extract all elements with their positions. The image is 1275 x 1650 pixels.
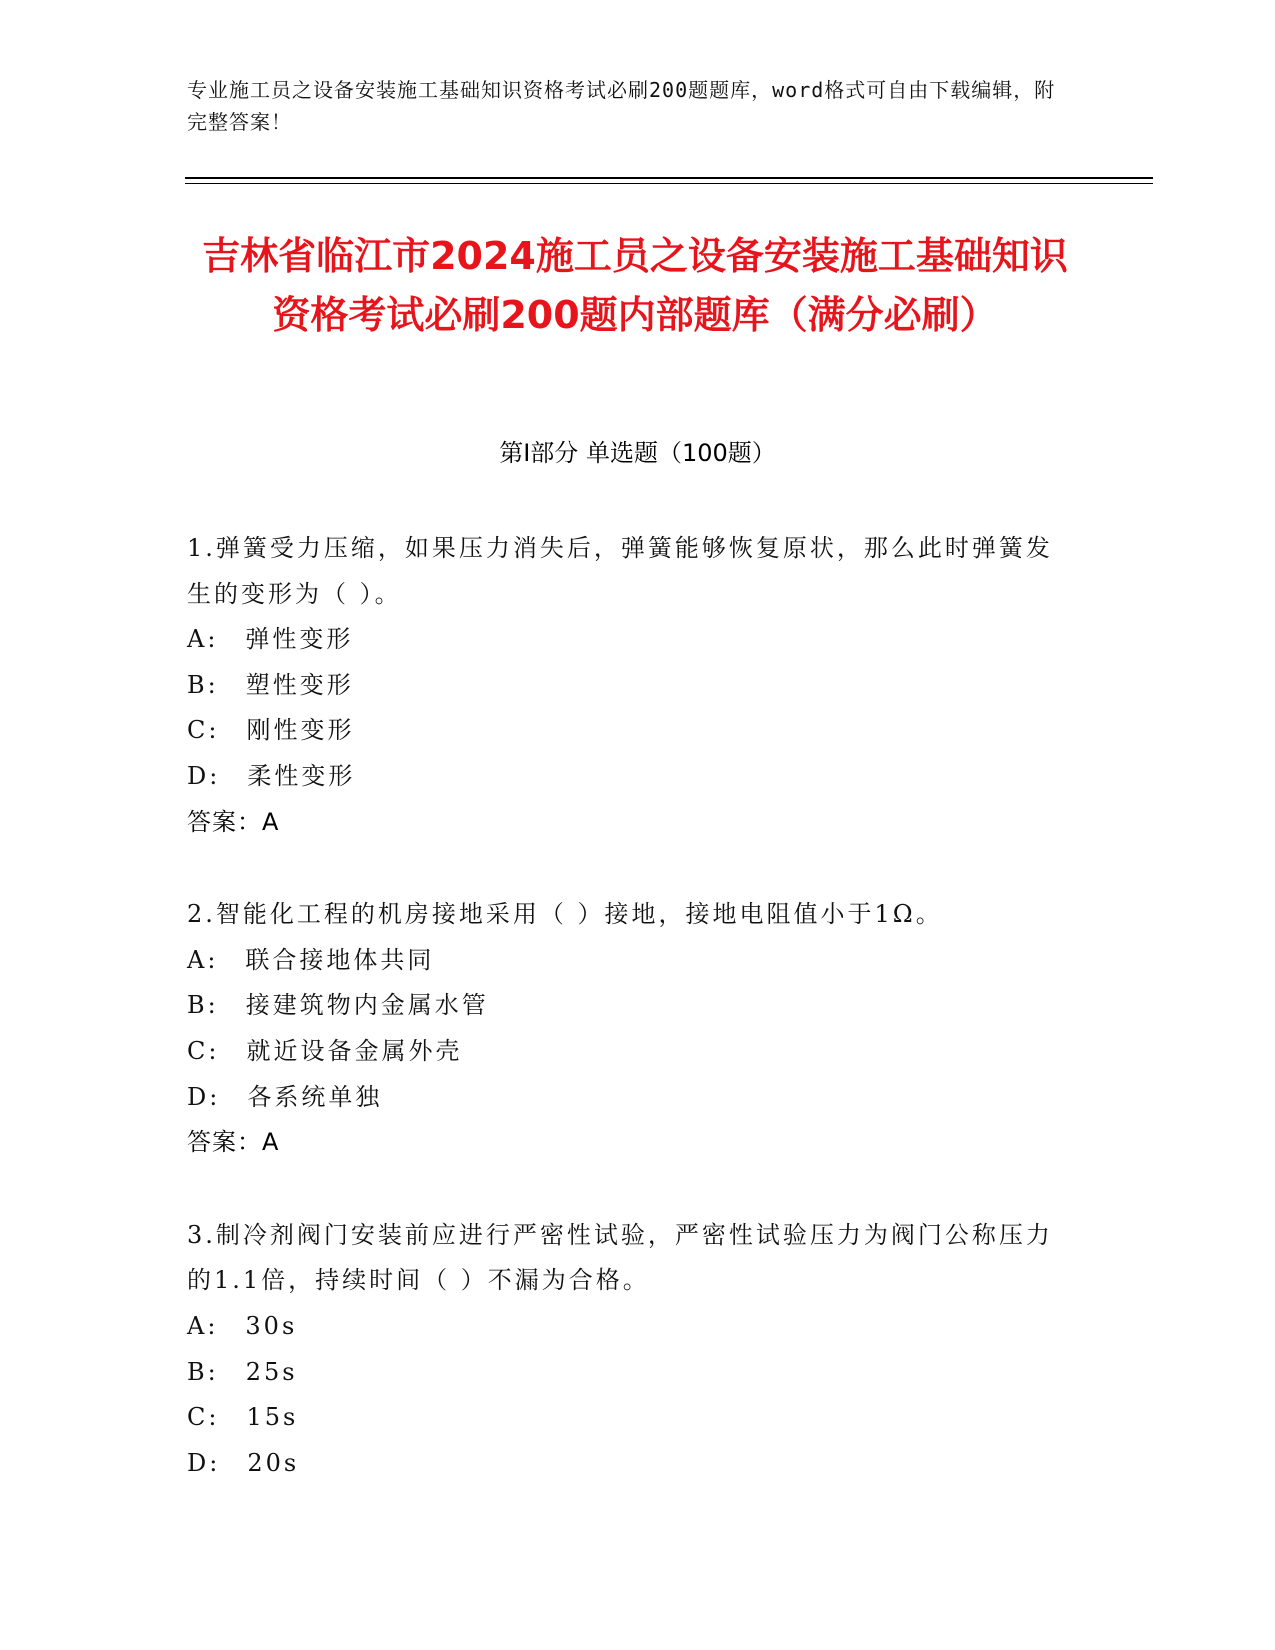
answer: 答案：A <box>187 1128 280 1157</box>
option-d: D: 柔性变形 <box>187 761 356 790</box>
question-stem: 2.智能化工程的机房接地采用（ ）接地，接地电阻值小于1Ω。 <box>187 900 943 929</box>
option-b: B: 25s <box>187 1357 298 1386</box>
option-c: C: 就近设备金属外壳 <box>187 1036 463 1065</box>
question-stem: 1.弹簧受力压缩，如果压力消失后，弹簧能够恢复原状，那么此时弹簧发生的变形为（ ）。 <box>187 534 1053 608</box>
document-title: 吉林省临江市2024施工员之设备安装施工基础知识资格考试必刷200题内部题库（满分必刷） <box>202 234 1068 337</box>
question-stem: 3.制冷剂阀门安装前应进行严密性试验，严密性试验压力为阀门公称压力的1.1倍，持续时间（ ）不漏为合格。 <box>187 1220 1053 1295</box>
option-a: A: 联合接地体共同 <box>187 945 435 974</box>
header-rule-thick <box>185 177 1153 179</box>
header-rule-thin <box>185 183 1153 184</box>
question-1 <box>187 526 1067 845</box>
option-b: B: 塑性变形 <box>187 670 354 699</box>
question-2 <box>187 892 1067 1166</box>
option-c: C: 刚性变形 <box>187 716 355 745</box>
option-c: C: 15s <box>187 1403 299 1432</box>
answer: 答案：A <box>187 807 280 836</box>
header-note: 专业施工员之设备安装施工基础知识资格考试必刷200题题库，word格式可自由下载编辑，附完整答案！ <box>187 78 1056 134</box>
question-list <box>187 526 1067 1533</box>
option-b: B: 接建筑物内金属水管 <box>187 991 489 1020</box>
option-a: A: 弹性变形 <box>187 625 354 654</box>
option-d: D: 各系统单独 <box>187 1082 383 1111</box>
section-heading: 第Ⅰ部分 单选题（100题） <box>499 439 776 467</box>
option-a: A: 30s <box>187 1311 298 1340</box>
question-3 <box>187 1213 1067 1487</box>
option-d: D: 20s <box>187 1448 300 1477</box>
